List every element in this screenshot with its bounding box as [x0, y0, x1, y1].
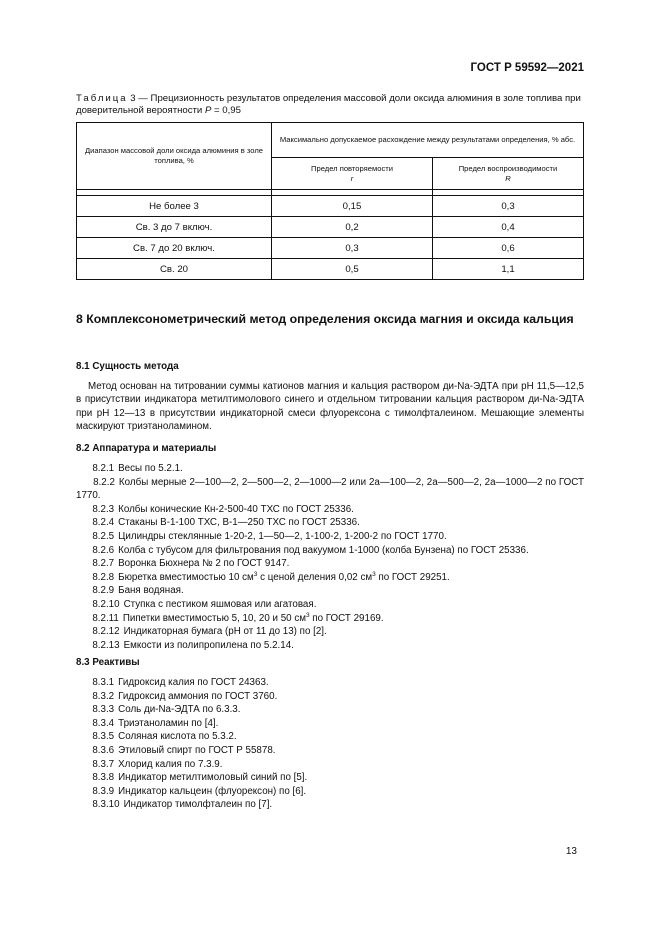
item-text: Колбы конические Кн-2-500-40 ТХС по ГОСТ 25336.	[118, 503, 354, 515]
item-number: 8.3.4	[92, 717, 115, 729]
header-repeatability-symbol: r	[350, 173, 354, 183]
item-number: 8.2.1	[92, 463, 115, 474]
item-text: Индикатор метилтимоловый синий по [5].	[118, 772, 308, 784]
item-text: Гидроксид аммония по ГОСТ 3760.	[118, 690, 278, 702]
cell-R: 1,1	[433, 259, 584, 280]
item-number: 8.2.3	[92, 503, 115, 515]
header-repeatability	[272, 158, 433, 190]
list-item	[76, 557, 584, 571]
table-caption-prefix: Таблица	[76, 93, 128, 104]
table-row	[77, 238, 584, 259]
item-number: 8.2.2	[93, 476, 115, 488]
item-number: 8.3.8	[92, 772, 115, 784]
list-item	[76, 744, 584, 758]
header-range: Диапазон массовой доли оксида алюминия в золе топлива, %	[77, 123, 272, 190]
equipment-list	[76, 462, 584, 652]
reagents-list	[76, 676, 584, 812]
cell-r: 0,15	[272, 196, 433, 217]
item-text: Стаканы В-1-100 ТХС, В-1—250 ТХС по ГОСТ 25336.	[118, 517, 360, 529]
list-item	[76, 544, 584, 558]
list-item	[76, 598, 584, 612]
item-number: 8.2.10	[92, 598, 120, 610]
item-number: 8.3.2	[92, 690, 115, 702]
list-item	[76, 771, 584, 785]
cell-range: Не более 3	[77, 196, 272, 217]
item-number: 8.2.7	[92, 558, 115, 570]
page-number: 13	[565, 846, 577, 857]
item-text: Весы по 5.2.1.	[118, 463, 183, 474]
list-item	[76, 703, 584, 717]
cell-R: 0,3	[433, 196, 584, 217]
section-8-1-title: 8.1 Сущность метода	[76, 361, 179, 372]
item-text-b: по ГОСТ 29169.	[309, 612, 384, 624]
table-caption-p-var: P	[204, 105, 212, 116]
item-text: Колба с тубусом для фильтрования под вакуумом 1-1000 (колба Бунзена) по ГОСТ 25336.	[118, 544, 529, 556]
list-item	[76, 625, 584, 639]
cell-R: 0,4	[433, 217, 584, 238]
list-item	[76, 530, 584, 544]
table-caption	[76, 93, 584, 117]
list-item	[76, 612, 584, 626]
section-8-1-text	[76, 380, 584, 434]
section-8-2-title: 8.2 Аппаратура и материалы	[76, 443, 217, 454]
header-max-discrepancy: Максимально допускаемое расхождение между результатами определения, % абс.	[272, 123, 584, 158]
item-number: 8.2.11	[92, 612, 119, 624]
item-number: 8.2.8	[92, 571, 115, 583]
method-essence-text: Метод основан на титровании суммы катионов магния и кальция раствором ди-Na-ЭДТА при pH 11,5—12,5 в присутствии индикатора метилтимолового синего и отдельном титровании кальция раствором ди-Na-ЭДТА при pH 12—13 в присутствии индикаторной смеси флуорексона с тимолфталеином. Мешающие элементы маскируют триэтаноламином.	[76, 381, 584, 433]
item-number: 8.3.5	[92, 731, 115, 743]
item-text: Цилиндры стеклянные 1-20-2, 1—50—2, 1-100-2, 1-200-2 по ГОСТ 1770.	[118, 530, 447, 542]
list-item	[76, 516, 584, 530]
section-8-3-title: 8.3 Реактивы	[76, 657, 140, 668]
cell-r: 0,5	[272, 259, 433, 280]
list-item	[76, 717, 584, 731]
item-text-c: по ГОСТ 29251.	[375, 571, 450, 583]
item-number: 8.2.12	[92, 626, 120, 638]
item-number: 8.3.9	[92, 785, 115, 797]
item-text: Этиловый спирт по ГОСТ Р 55878.	[118, 744, 276, 756]
precision-table	[76, 122, 584, 280]
list-item	[76, 676, 584, 690]
item-text: Индикаторная бумага (рН от 11 до 13) по [2].	[123, 626, 327, 638]
cell-r: 0,2	[272, 217, 433, 238]
item-text: Триэтаноламин по [4].	[118, 717, 219, 729]
item-number: 8.3.10	[92, 799, 120, 811]
standard-designation: ГОСТ Р 59592—2021	[470, 62, 584, 74]
item-number: 8.3.6	[92, 744, 115, 756]
item-number: 8.3.1	[92, 677, 115, 688]
cell-range: Св. 3 до 7 включ.	[77, 217, 272, 238]
cell-r: 0,3	[272, 238, 433, 259]
header-repeatability-label: Предел повторяемости	[311, 163, 393, 173]
item-number: 8.2.4	[92, 517, 115, 529]
header-reproducibility-symbol: R	[505, 173, 511, 183]
list-item	[76, 462, 584, 476]
table-row	[77, 217, 584, 238]
list-item	[76, 798, 584, 812]
item-text: Гидроксид калия по ГОСТ 24363.	[118, 677, 269, 688]
list-item	[76, 758, 584, 772]
list-item	[76, 476, 584, 503]
header-reproducibility	[433, 158, 584, 190]
cell-range: Св. 20	[77, 259, 272, 280]
item-number: 8.3.3	[92, 704, 115, 716]
cell-R: 0,6	[433, 238, 584, 259]
item-number: 8.2.6	[92, 544, 115, 556]
header-reproducibility-label: Предел воспроизводимости	[458, 163, 558, 173]
item-text: Ступка с пестиком яшмовая или агатовая.	[123, 598, 317, 610]
list-item	[76, 730, 584, 744]
item-text: Баня водяная.	[118, 585, 184, 597]
item-text: Индикатор тимолфталеин по [7].	[123, 799, 273, 811]
table-caption-p-value: = 0,95	[211, 105, 241, 116]
item-number: 8.3.7	[92, 758, 115, 770]
table-row	[77, 196, 584, 217]
superscript: 3	[253, 570, 258, 578]
item-text: Воронка Бюхнера № 2 по ГОСТ 9147.	[118, 558, 290, 570]
list-item	[76, 584, 584, 598]
item-text: Хлорид калия по 7.3.9.	[118, 758, 223, 770]
item-text: Емкости из полипропилена по 5.2.14.	[123, 639, 294, 651]
superscript: 3	[372, 570, 376, 578]
section-8-title: 8 Комплексонометрический метод определения оксида магния и оксида кальция	[76, 312, 574, 326]
item-text: Индикатор кальцеин (флуорексон) по [6].	[118, 785, 307, 797]
list-item	[76, 690, 584, 704]
list-item	[76, 785, 584, 799]
cell-range: Св. 7 до 20 включ.	[77, 238, 272, 259]
item-number: 8.2.9	[92, 585, 115, 597]
item-text: Соль ди-Na-ЭДТА по 6.3.3.	[118, 704, 241, 716]
item-number: 8.2.13	[92, 639, 120, 651]
list-item	[76, 571, 584, 585]
item-text-a: Пипетки вместимостью 5, 10, 20 и 50 см	[122, 612, 306, 624]
item-text-a: Бюретка вместимостью 10 см	[118, 571, 254, 583]
item-text: Колбы мерные 2—100—2, 2—500—2, 2—1000—2 или 2а—100—2, 2а—500—2, 2а—1000—2 по ГОСТ 1770.	[76, 476, 584, 502]
list-item	[76, 639, 584, 653]
table-caption-text: 3 — Прецизионность результатов определения массовой доли оксида алюминия в золе топлива при доверительной вероятности	[76, 93, 581, 116]
superscript: 3	[305, 611, 310, 619]
item-text: Соляная кислота по 5.3.2.	[118, 731, 237, 743]
list-item	[76, 503, 584, 517]
table-row	[77, 259, 584, 280]
item-number: 8.2.5	[92, 530, 115, 542]
item-text-b: с ценой деления 0,02 см	[257, 571, 373, 583]
